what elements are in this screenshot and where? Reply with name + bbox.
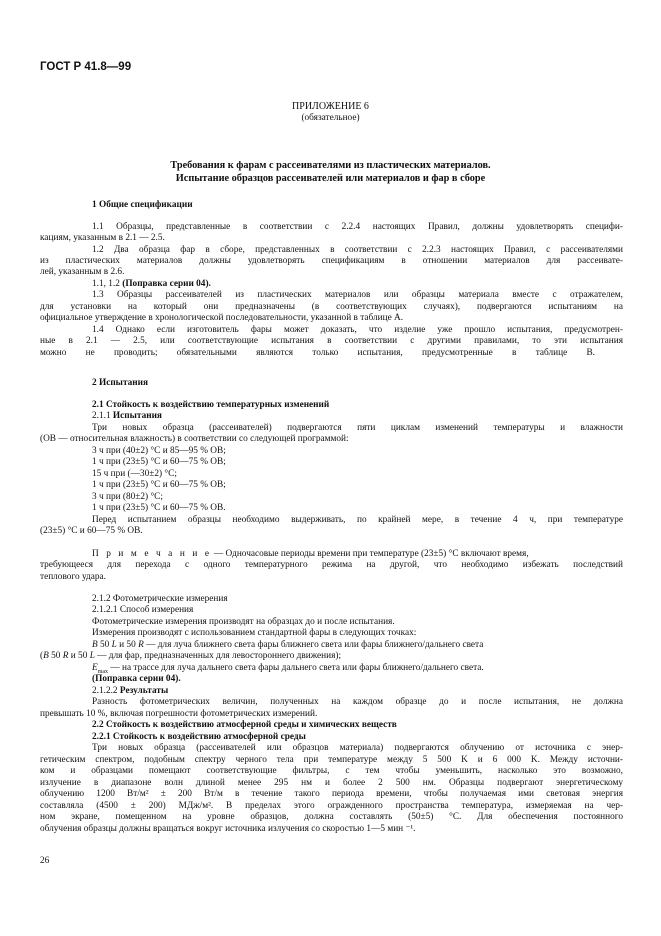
- p2-1-1-line2: (ОВ — относительная влажность) в соответствии со следующей программой:: [40, 434, 349, 444]
- main-title-line1: Требования к фарам с рассеивателями из пластических материалов.: [170, 160, 491, 171]
- heading-2-1-1-text: Испытания: [112, 411, 162, 421]
- pt2-n1: 50: [48, 651, 63, 661]
- pt1-n1: 50: [97, 640, 112, 650]
- pt1-desc: — для луча ближнего света фары ближнего света или фары ближнего/дальнего света: [143, 640, 484, 650]
- page-number: 26: [40, 856, 50, 866]
- p2-2-1-line6: составляла (4500 ± 200) МДж/м². В пределах этого огражденного пространства температура, измеряемая на чер-: [40, 801, 623, 811]
- pt2-l: L: [89, 651, 95, 661]
- heading-2-1: 2.1 Стойкость к воздействию температурных изменений: [92, 400, 330, 410]
- program-step-1: 3 ч при (40±2) °С и 85—95 % ОВ;: [92, 446, 226, 456]
- program-step-2: 1 ч при (23±5) °С и 60—75 % ОВ;: [92, 457, 226, 467]
- p1-3-line2: для установки на который они предназначены (в соответствующих случаях), подвергаются испытаниям на: [40, 302, 623, 312]
- emax-line: [92, 663, 484, 674]
- note-line3: теплового удара.: [40, 572, 106, 582]
- result-line2: превышать 10 %, включая погрешности фотометрических измерений.: [40, 709, 318, 719]
- p2-2-1-line5: облучению 1200 Вт/м² ± 200 Вт/м в течение такого периода времени, чтобы получаемая ими световая энергия: [40, 789, 623, 799]
- amendment-1: [92, 279, 211, 290]
- heading-2-1-1-num: 2.1.1: [92, 411, 113, 421]
- program-step-5: 3 ч при (80±2) °С;: [92, 492, 163, 502]
- p2-2-1-line3: ком и образцами помещают соответствующие фильтры, с тем чтобы уменьшить, насколько это возможно,: [40, 766, 623, 776]
- pt2-n2: и 50: [68, 651, 90, 661]
- p2-2-1-line4: излучение в диапазоне волн длиной менее 295 нм и более 2 500 нм. Образцы подвергают энергетическому: [40, 778, 623, 788]
- amendment-1-ref: 1.1, 1.2: [92, 279, 123, 289]
- pt1-l: L: [111, 640, 117, 650]
- emax-subscript: max: [97, 668, 109, 675]
- heading-2-1-2-2: [92, 686, 168, 697]
- program-step-4: 1 ч при (23±5) °С и 60—75 % ОВ;: [92, 480, 226, 490]
- p2-2-1-line1: Три новых образца (рассеивателей или образцов материала) подвергаются облучению от источника с энер-: [92, 743, 623, 753]
- amendment-1-label: (Поправка серии 04).: [122, 279, 211, 289]
- result-line1: Разность фотометрических величин, полученных на каждом образце до и после испытания, не должна: [92, 697, 623, 707]
- heading-2-1-2: 2.1.2 Фотометрические измерения: [92, 594, 228, 604]
- note-label: П р и м е ч а н и е: [92, 549, 212, 559]
- heading-2-2: 2.2 Стойкость к воздействию атмосферной среды и химических веществ: [92, 720, 397, 730]
- pt2-paren: (: [40, 651, 44, 661]
- p2-2-1-line8: облучения образцы должны вращаться вокруг источника излучения со скоростью 1—5 мин ⁻¹.: [40, 824, 416, 834]
- heading-2-1-2-1: 2.1.2.1 Способ измерения: [92, 605, 194, 615]
- section-2-heading: 2 Испытания: [92, 378, 149, 388]
- note-text-1: — Одночасовые периоды времени при температуре (23±5) °С включают время,: [211, 549, 529, 559]
- p2-2-1-line7: ном экране, помещенном на уровне образцов, должна составлять (50±5) °С. Для обеспечения постоянного: [40, 812, 623, 822]
- p2-2-1-line2: гетическим спектром, подобным спектру черного тела при температуре между 5 500 K и 6 000 K. Между источни-: [40, 755, 623, 765]
- pt1-n2: и 50: [116, 640, 139, 650]
- emax-desc: — на трассе для луча дальнего света фары дальнего света или фары ближнего/дальнего света.: [108, 663, 484, 673]
- p2-1-2-1-b: Измерения производят с использованием стандартной фары в следующих точках:: [92, 628, 417, 638]
- heading-2-1-2-2-text: Результаты: [119, 686, 169, 696]
- program-step-3: 15 ч при (—30±2) °С;: [92, 469, 177, 479]
- note-line1: [92, 549, 529, 560]
- p-before-line2: (23±5) °С и 60—75 % ОВ.: [40, 526, 143, 536]
- appendix-title: ПРИЛОЖЕНИЕ 6: [292, 101, 369, 112]
- heading-2-1-1: [92, 411, 162, 422]
- p1-4-line3: можно не проводить; обязательными являются только испытания, предусмотренные в таблице В.: [40, 348, 595, 358]
- pt1-b: B: [92, 640, 98, 650]
- heading-2-1-2-2-num: 2.1.2.2: [92, 686, 120, 696]
- p1-2-line1: 1.2 Два образца фар в сборе, представленных в соответствии с 2.2.3 настоящих Правил, с рассеивателями: [92, 245, 623, 255]
- section-1-heading: 1 Общие спецификации: [92, 200, 193, 210]
- p1-1-line1: 1.1 Образцы, представленные в соответствии с 2.2.4 настоящих Правил, должны удовлетворять специфи-: [92, 222, 623, 232]
- appendix-status: (обязательное): [301, 113, 360, 123]
- p1-1-line2: кациям, указанным в 2.1 — 2.5.: [40, 233, 165, 243]
- pt1-r: R: [138, 640, 144, 650]
- p1-2-line2: из пластических материалов должны удовлетворять спецификациям в отношении материалов для рассеивате-: [40, 256, 623, 266]
- pt2-desc: — для фар, предназначенных для левостороннего движения);: [94, 651, 342, 661]
- p1-4-line2: ные в 2.1 — 2.5, или соответствующие испытания в соответствии с другими правилами, то эти испытания: [40, 336, 623, 346]
- heading-2-2-1: 2.2.1 Стойкость к воздействию атмосферной среды: [92, 732, 306, 742]
- document-code: ГОСТ Р 41.8—99: [40, 61, 132, 73]
- p2-1-2-1-a: Фотометрические измерения производят на образцах до и после испытания.: [92, 617, 395, 627]
- p2-1-1-line1: Три новых образца (рассеивателей) подвергаются пяти циклам изменений температуры и влажности: [92, 423, 623, 433]
- p-before-line1: Перед испытанием образцы необходимо выдерживать, по крайней мере, в течение 4 ч, при температуре: [92, 515, 623, 525]
- p1-3-line3: официальное утверждение в хронологической последовательности, указанной в таблице А.: [40, 313, 404, 323]
- point-line-1: [92, 640, 483, 651]
- p1-2-line3: лей, указанным в 2.6.: [40, 267, 125, 277]
- amendment-2: (Поправка серии 04).: [92, 674, 181, 684]
- p1-4-line1: 1.4 Однако если изготовитель фары может доказать, что изделие уже прошло испытания, предусмотрен-: [92, 325, 623, 335]
- main-title-line2: Испытание образцов рассеивателей или материалов и фар в сборе: [175, 173, 486, 184]
- note-line2: требующееся для перехода с одного температурного режима на другой, что необходимо избежать последствий: [40, 560, 623, 570]
- emax-symbol: E: [92, 663, 98, 673]
- program-step-6: 1 ч при (23±5) °С и 60—75 % ОВ.: [92, 503, 226, 513]
- p1-3-line1: 1.3 Образцы рассеивателей из пластических материалов или образцы материала вместе с отражателем,: [92, 290, 623, 300]
- point-line-2: [40, 651, 341, 662]
- pt2-r: R: [62, 651, 69, 661]
- pt2-b: B: [43, 651, 49, 661]
